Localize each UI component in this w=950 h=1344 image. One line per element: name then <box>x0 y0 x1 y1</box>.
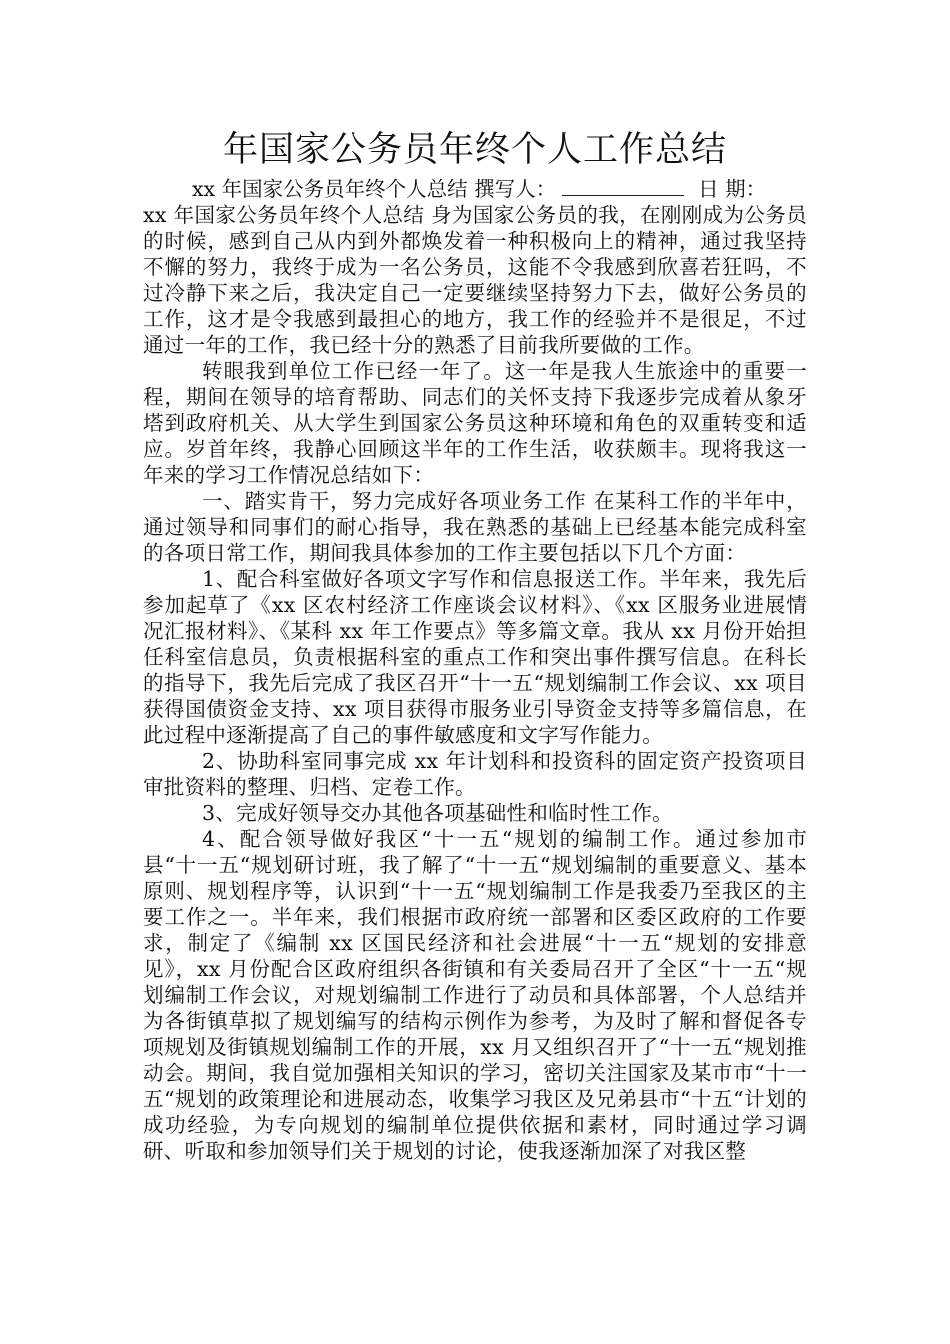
paragraph-item-4: 4、配合领导做好我区“十一五“规划的编制工作。通过参加市县“十一五“规划研讨班，我了解了“十一五“规划编制的重要意义、基本原则、规划程序等，认识到“十一五“规划编制工作是我委乃至我区的主要工作之一。半年来，我们根据市政府统一部署和区委区政府的工作要求，制定了《编制 xx 区国民经济和社会进展“十一五“规划的安排意见》，xx 月份配合区政府组织各街镇和有关委局召开了全区“十一五“规划编制工作会议，对规划编制工作进行了动员和具体部署，个人总结并为各街镇草拟了规划编写的结构示例作为参考，为及时了解和督促各专项规划及街镇规划编制工作的开展，xx 月又组织召开了“十一五“规划推动会。期间，我自觉加强相关知识的学习，密切关注国家及某市市“十一五“规划的政策理论和进展动态，收集学习我区及兄弟县市“十五“计划的成功经验，为专向规划的编制单位提供依据和素材，同时通过学习调研、听取和参加领导们关于规划的讨论，使我逐渐加深了对我区整 <box>143 827 807 1163</box>
paragraph-section-one: 一、踏实肯干，努力完成好各项业务工作 在某科工作的半年中，通过领导和同事们的耐心指导，我在熟悉的基础上已经基本能完成科室的各项日常工作，期间我具体参加的工作主要包括以下几个方面： <box>143 489 807 565</box>
document-meta <box>143 176 807 202</box>
paragraph-item-3: 3、完成好领导交办其他各项基础性和临时性工作。 <box>202 801 673 825</box>
meta-date-label: 日 期： <box>698 177 767 201</box>
intro-paragraph <box>143 202 807 358</box>
meta-author-label: xx 年国家公务员年终个人总结 撰写人： <box>192 177 557 201</box>
paragraph-item-2: 2、协助科室同事完成 xx 年计划科和投资科的固定资产投资项目审批资料的整理、归档、定卷工作。 <box>143 749 807 799</box>
author-blank-line <box>562 177 684 196</box>
document-title: 年国家公务员年终个人工作总结 <box>222 130 727 170</box>
intro-text: xx 年国家公务员年终个人总结 身为国家公务员的我，在刚刚成为公务员的时候，感到自己从内到外都焕发着一种积极向上的精神，通过我坚持不懈的努力，我终于成为一名公务员，这能不令我感到欣喜若狂吗，不过冷静下来之后，我决定自己一定要继续坚持努力下去，做好公务员的工作，这才是令我感到最担心的地方，我工作的经验并不是很足，不过通过一年的工作，我已经十分的熟悉了目前我所要做的工作。 <box>143 203 807 357</box>
paragraph-review: 转眼我到单位工作已经一年了。这一年是我人生旅途中的重要一程，期间在领导的培育帮助、同志们的关怀支持下我逐步完成着从象牙塔到政府机关、从大学生到国家公务员这种环境和角色的双重转变和适应。岁首年终，我静心回顾这半年的工作生活，收获颇丰。现将我这一年来的学习工作情况总结如下： <box>143 359 807 487</box>
document-page <box>143 128 807 1164</box>
paragraph-item-1: 1、配合科室做好各项文字写作和信息报送工作。半年来，我先后参加起草了《xx 区农村经济工作座谈会议材料》、《xx 区服务业进展情况汇报材料》、《某科 xx 年工作要点》等多篇文章。我从 xx 月份开始担任科室信息员，负责根据科室的重点工作和突出事件撰写信息。在科长的指导下，我先后完成了我区召开“十一五“规划编制工作会议、xx 项目获得国债资金支持、xx 项目获得市服务业引导资金支持等多篇信息，在此过程中逐渐提高了自己的事件敏感度和文字写作能力。 <box>143 567 807 747</box>
